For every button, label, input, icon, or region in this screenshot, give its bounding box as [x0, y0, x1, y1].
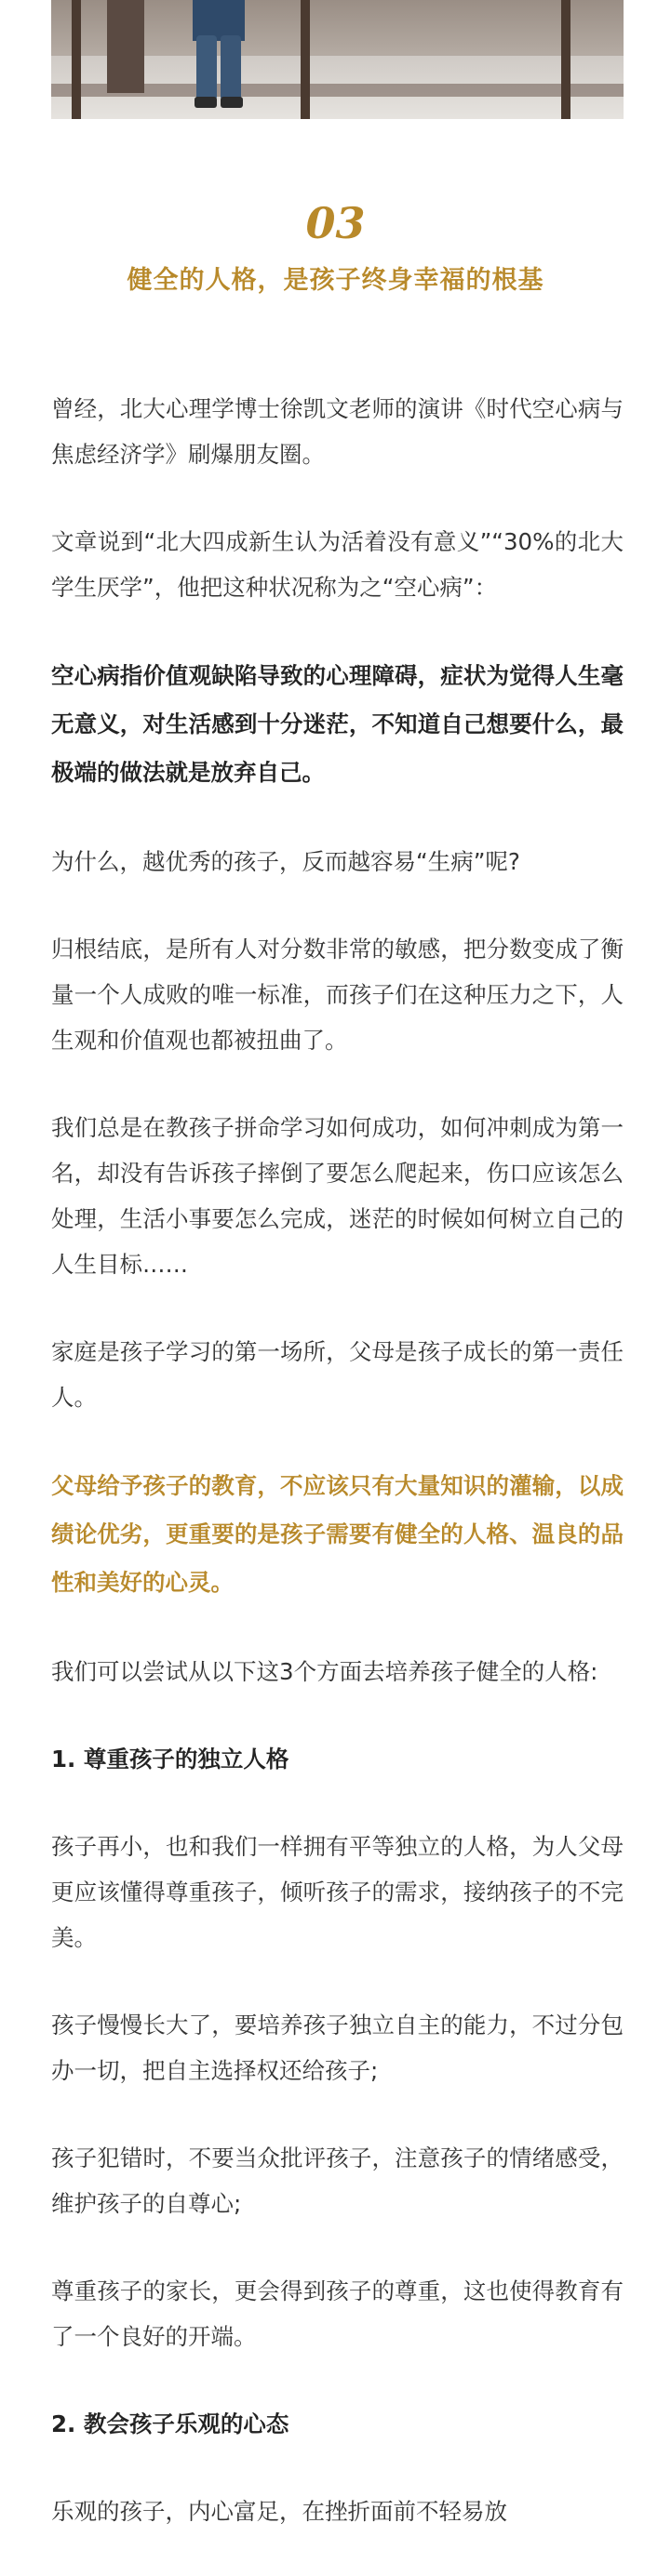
- paragraph: 为什么，越优秀的孩子，反而越容易“生病”呢?: [51, 848, 520, 875]
- child-leg: [196, 35, 217, 100]
- paragraph: 曾经，北大心理学博士徐凯文老师的演讲《时代空心病与焦虑经济学》刷爆朋友圈。: [51, 395, 624, 468]
- paragraph: 文章说到“北大四成新生认为活着没有意义”“30%的北大学生厌学”，他把这种状况称为之“空心病”：: [51, 528, 624, 601]
- paragraph: 归根结底，是所有人对分数非常的敏感，把分数变成了衡量一个人成败的唯一标准，而孩子们在这种压力之下，人生观和价值观也都被扭曲了。: [51, 936, 624, 1054]
- photo-post: [301, 0, 310, 119]
- child-leg: [221, 35, 241, 100]
- paragraph: 我们总是在教孩子拼命学习如何成功，如何冲刺成为第一名，却没有告诉孩子摔倒了要怎么爬起来，伤口应该怎么处理，生活小事要怎么完成，迷茫的时候如何树立自己的人生目标……: [51, 1114, 624, 1278]
- section-number: 03: [305, 198, 366, 248]
- paragraph: 尊重孩子的家长，更会得到孩子的尊重，这也使得教育有了一个良好的开端。: [51, 2277, 624, 2350]
- child-shoe: [221, 97, 243, 108]
- photo-adult-figure: [107, 0, 144, 93]
- paragraph: 孩子再小，也和我们一样拥有平等独立的人格，为人父母更应该懂得尊重孩子，倾听孩子的需求，接纳孩子的不完美。: [51, 1833, 624, 1951]
- paragraph: 孩子慢慢长大了，要培养孩子独立自主的能力，不过分包办一切，把自主选择权还给孩子;: [51, 2012, 624, 2084]
- paragraph: 我们可以尝试从以下这3个方面去培养孩子健全的人格:: [51, 1658, 598, 1685]
- article-body: [51, 386, 624, 2576]
- paragraph: 家庭是孩子学习的第一场所，父母是孩子成长的第一责任人。: [51, 1338, 624, 1411]
- bold-paragraph: 空心病指价值观缺陷导致的心理障碍，症状为觉得人生毫无意义，对生活感到十分迷茫，不知道自己想要什么，最极端的做法就是放弃自己。: [51, 662, 624, 786]
- paragraph: 孩子犯错时，不要当众批评孩子，注意孩子的情绪感受，维护孩子的自尊心;: [51, 2144, 624, 2217]
- photo-post: [72, 0, 81, 119]
- hero-photo: [51, 0, 624, 119]
- highlight-paragraph: 父母给予孩子的教育，不应该只有大量知识的灌输，以成绩论优劣，更重要的是孩子需要有健全的人格、温良的品性和美好的心灵。: [51, 1472, 624, 1596]
- subheading: 2. 教会孩子乐观的心态: [51, 2410, 289, 2437]
- section-title: 健全的人格，是孩子终身幸福的根基: [127, 266, 544, 295]
- child-shoe: [195, 97, 217, 108]
- photo-child-figure: [189, 0, 248, 110]
- paragraph: 乐观的孩子，内心富足，在挫折面前不轻易放: [51, 2498, 507, 2525]
- photo-post: [561, 0, 570, 119]
- subheading: 1. 尊重孩子的独立人格: [51, 1746, 289, 1773]
